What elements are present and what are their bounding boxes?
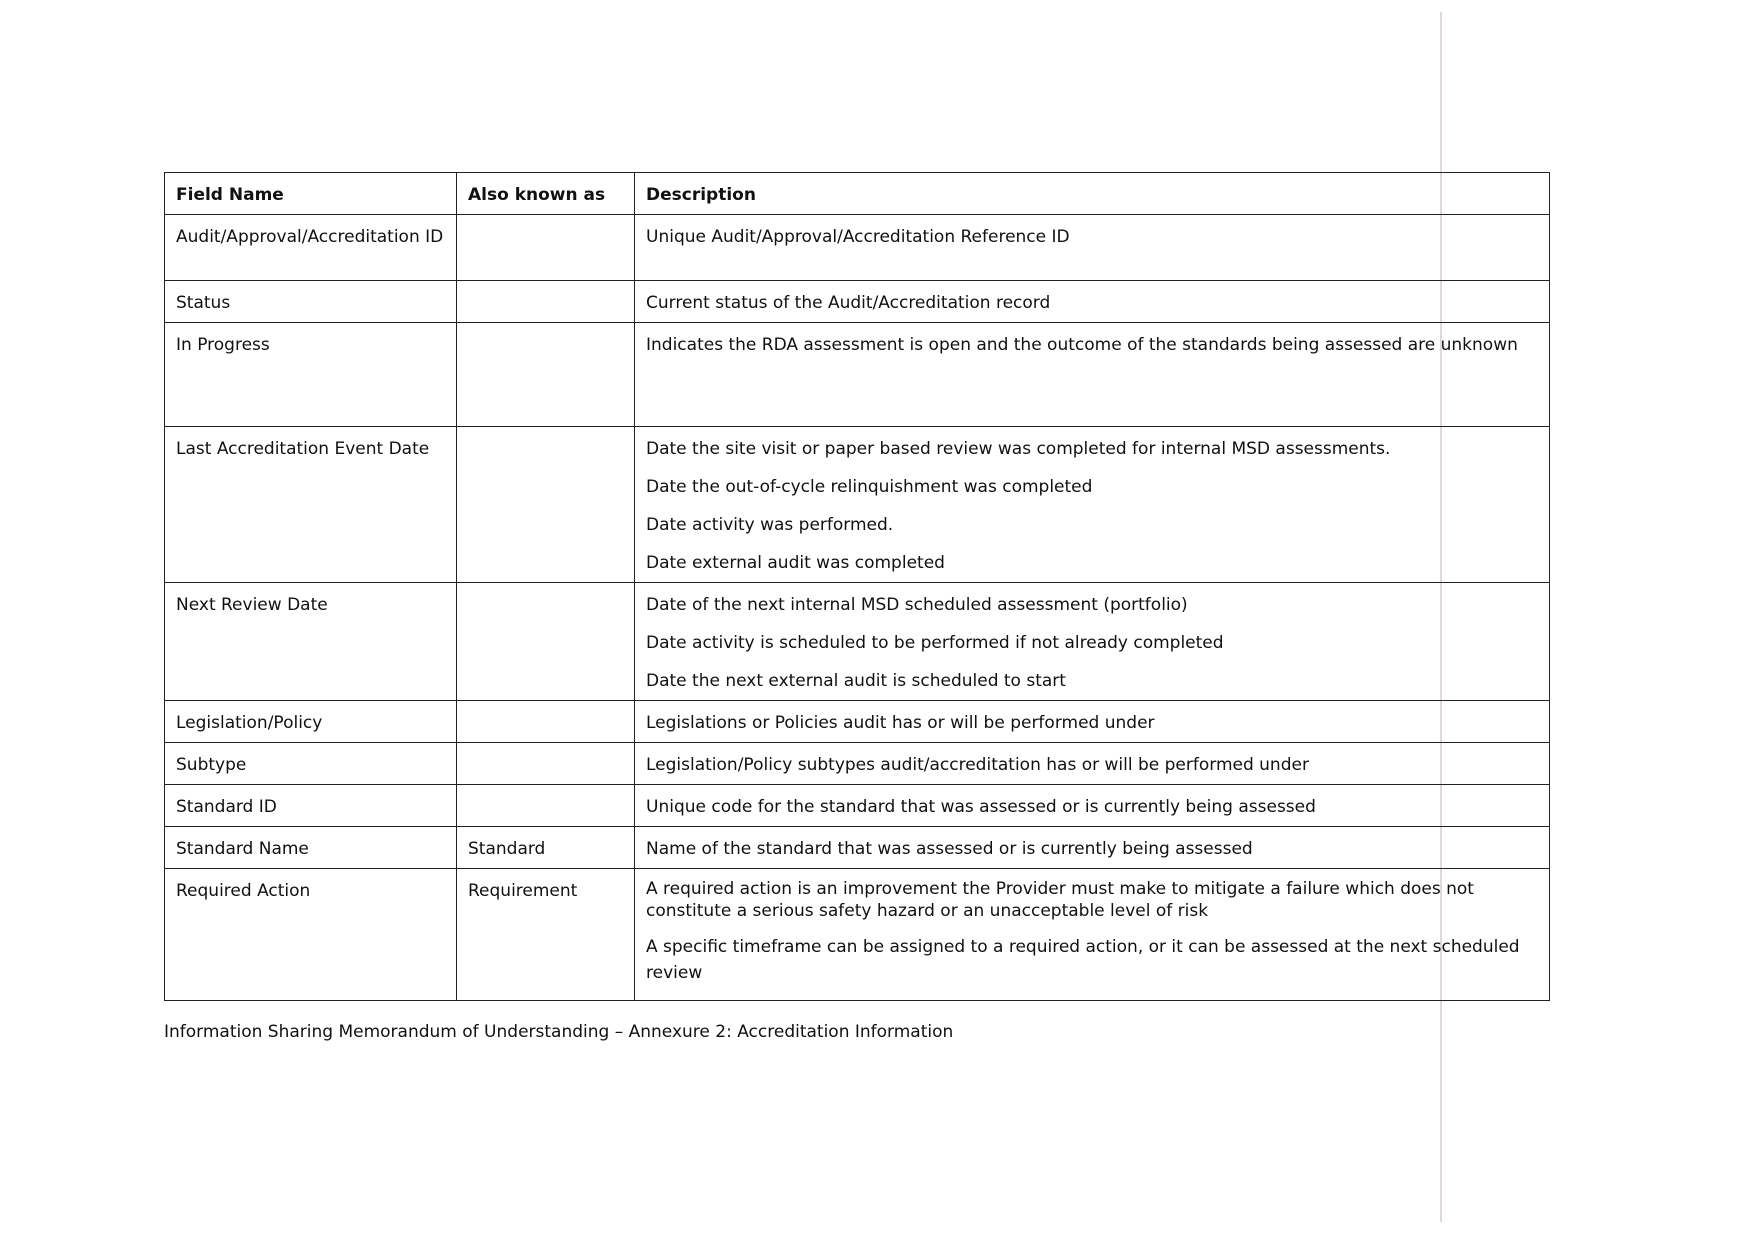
description-text: Date activity is scheduled to be performed if not already completed [646,633,1224,653]
description-cell [635,743,1550,785]
description-cell [635,701,1550,743]
description-text: Date the site visit or paper based review was completed for internal MSD assessments. [646,439,1391,459]
description-text: Unique code for the standard that was assessed or is currently being assessed [646,797,1316,817]
header-field-name: Field Name [165,173,457,215]
description-text: Date external audit was completed [646,553,945,573]
description-text: A required action is an improvement the Provider must make to mitigate a failure which does not constitute a serious safety hazard or an unacceptable level of risk [646,879,1474,921]
field-name-cell: Standard ID [165,785,457,827]
description-text: Name of the standard that was assessed or is currently being assessed [646,839,1253,859]
description-text: Date activity was performed. [646,515,894,535]
table-row [165,827,1550,869]
field-name-cell: Required Action [165,869,457,1001]
also-known-as-cell [457,427,635,583]
description-text: A specific timeframe can be assigned to a required action, or it can be assessed at the next scheduled review [646,937,1520,983]
field-name-cell: Last Accreditation Event Date [165,427,457,583]
description-text: Date of the next internal MSD scheduled assessment (portfolio) [646,595,1188,615]
field-name-cell: Status [165,281,457,323]
description-cell [635,323,1550,427]
field-name-cell: In Progress [165,323,457,427]
field-name-cell: Legislation/Policy [165,701,457,743]
description-cell [635,869,1550,1001]
description-text: Indicates the RDA assessment is open and the outcome of the standards being assessed are unknown [646,335,1518,355]
header-also-known-as: Also known as [457,173,635,215]
table-row [165,701,1550,743]
description-text: Date the out-of-cycle relinquishment was completed [646,477,1093,497]
field-name-cell: Standard Name [165,827,457,869]
description-cell [635,583,1550,701]
also-known-as-cell: Requirement [457,869,635,1001]
table-row [165,281,1550,323]
field-name-cell: Audit/Approval/Accreditation ID [165,215,457,281]
description-text: Legislations or Policies audit has or will be performed under [646,713,1155,733]
also-known-as-cell [457,785,635,827]
description-cell [635,215,1550,281]
field-name-cell: Next Review Date [165,583,457,701]
also-known-as-cell [457,281,635,323]
description-cell [635,281,1550,323]
description-text: Legislation/Policy subtypes audit/accreditation has or will be performed under [646,755,1309,775]
description-text: Date the next external audit is scheduled to start [646,671,1066,691]
description-cell [635,427,1550,583]
table-row [165,743,1550,785]
table-row [165,323,1550,427]
description-text: Unique Audit/Approval/Accreditation Reference ID [646,227,1070,247]
header-description: Description [635,173,1550,215]
also-known-as-cell [457,583,635,701]
table-row [165,583,1550,701]
table-row [165,215,1550,281]
field-name-cell: Subtype [165,743,457,785]
description-text: Current status of the Audit/Accreditation record [646,293,1051,313]
table-header-row [165,173,1550,215]
also-known-as-cell [457,701,635,743]
also-known-as-cell [457,215,635,281]
table-row [165,427,1550,583]
accreditation-fields-table [164,172,1550,1001]
table-row [165,785,1550,827]
description-cell [635,827,1550,869]
description-cell [635,785,1550,827]
table-row [165,869,1550,1001]
page-footer: Information Sharing Memorandum of Understanding – Annexure 2: Accreditation Information [164,1022,954,1042]
also-known-as-cell: Standard [457,827,635,869]
also-known-as-cell [457,323,635,427]
also-known-as-cell [457,743,635,785]
